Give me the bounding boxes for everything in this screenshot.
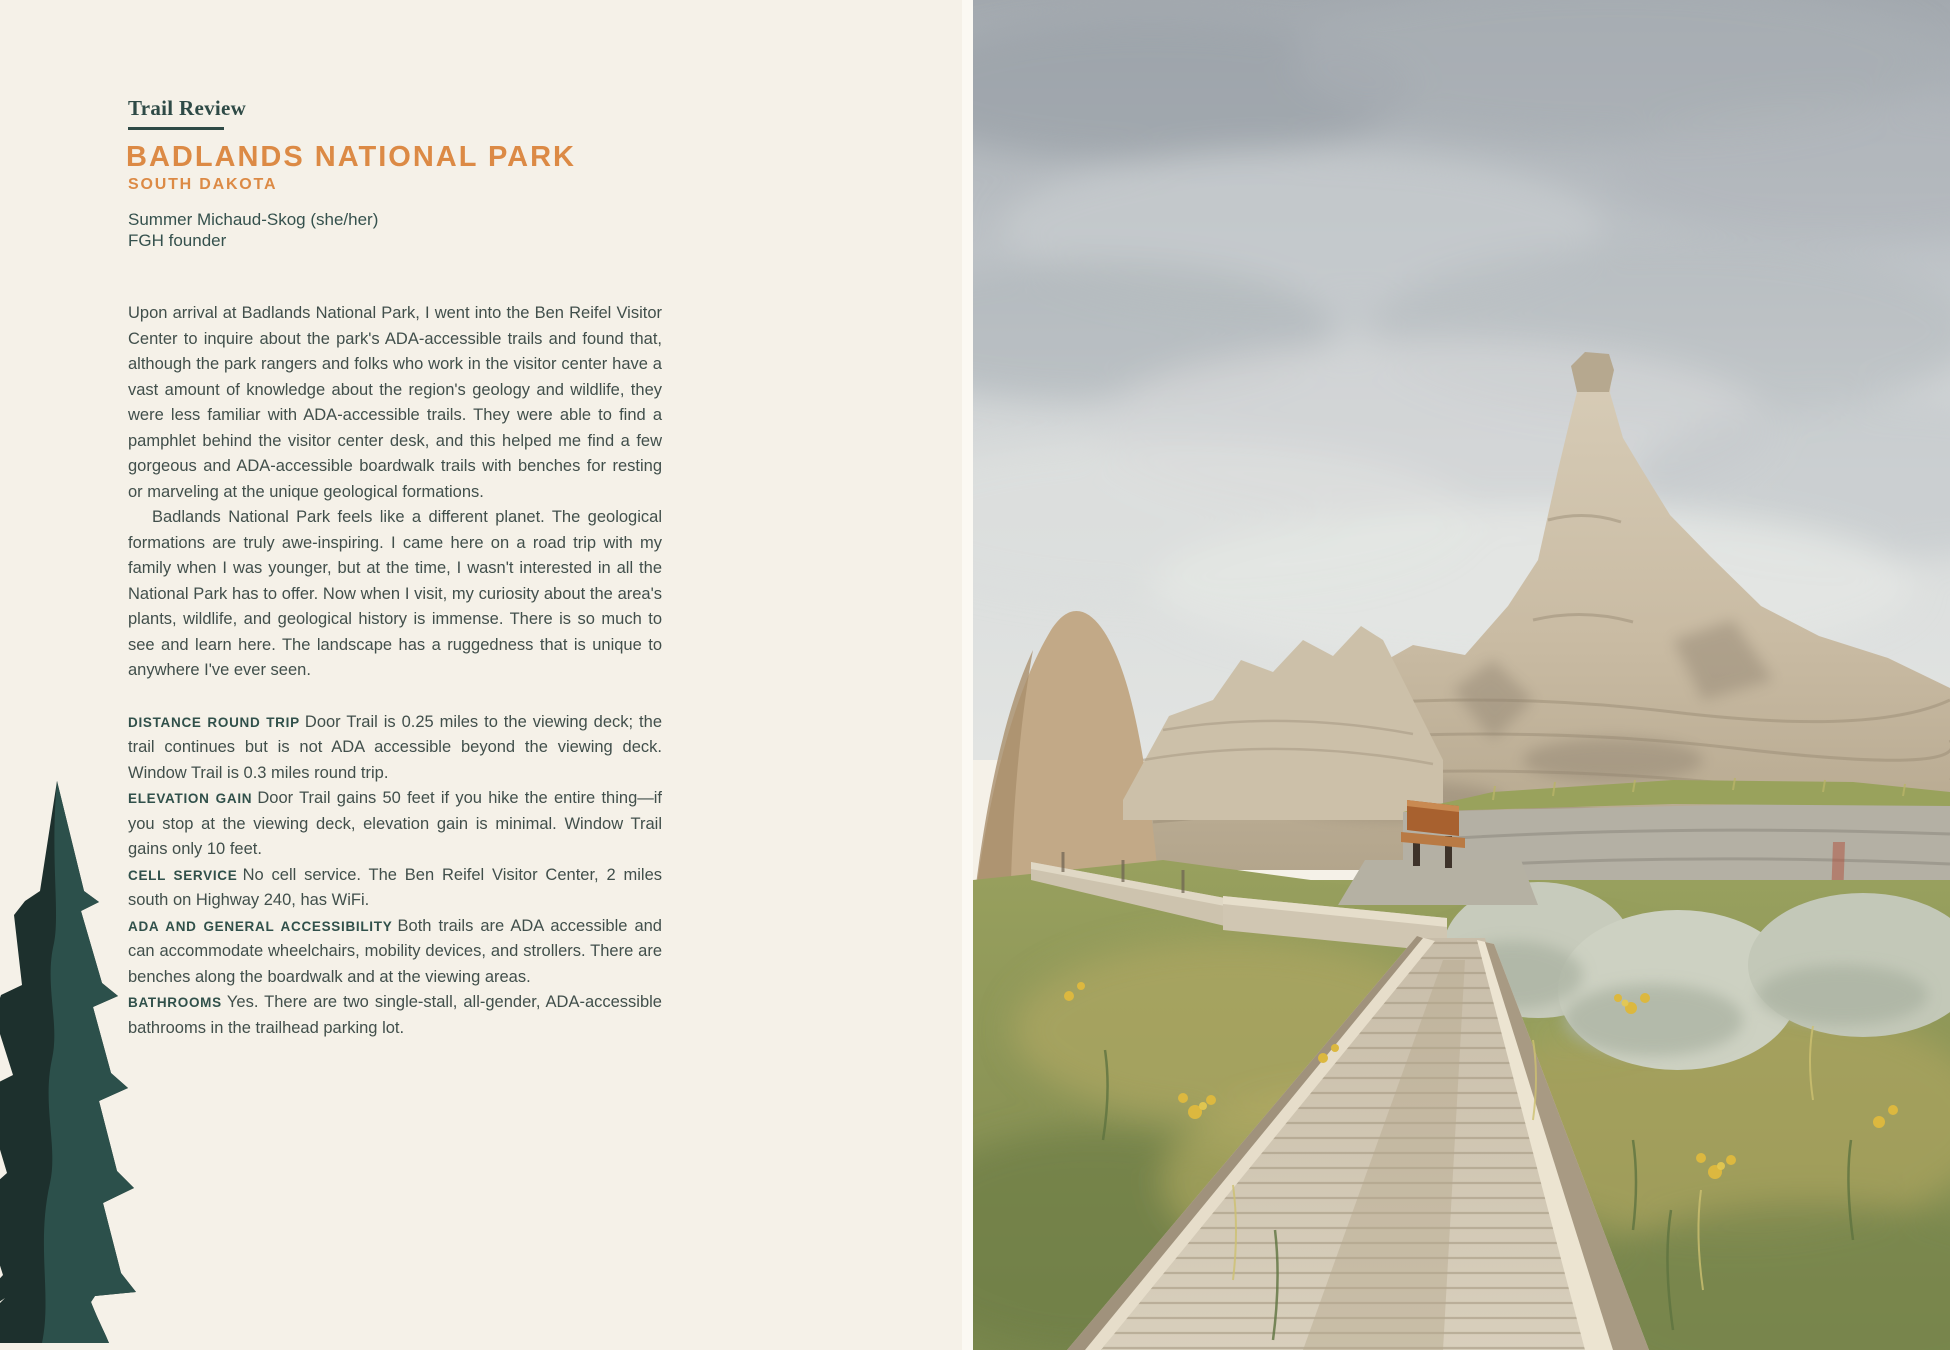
photo-page bbox=[973, 0, 1950, 1350]
info-item-bathrooms bbox=[128, 990, 662, 1041]
text-page bbox=[0, 0, 962, 1350]
info-text: Yes. There are two single-stall, all-gender, ADA-accessible bathrooms in the trailhead parking lot. bbox=[128, 993, 662, 1037]
pine-tree-illustration bbox=[0, 775, 140, 1347]
byline-name: Summer Michaud-Skog (she/her) bbox=[128, 210, 379, 229]
paragraph: Upon arrival at Badlands National Park, I went into the Ben Reifel Visitor Center to inquire about the park's ADA-accessible trails and found that, although the park rangers and folks who work in the visitor center have a vast amount of knowledge about the region's geology and wildlife, they were less familiar with ADA-accessible trails. They were able to find a pamphlet behind the visitor center desk, and this helped me find a few gorgeous and ADA-accessible boardwalk trails with benches for resting or marveling at the unique geological formations. bbox=[128, 304, 662, 501]
info-text: Door Trail is 0.25 miles to the viewing deck; the trail continues but is not ADA accessible beyond the viewing deck. Window Trail is 0.3 miles round trip. bbox=[128, 712, 662, 782]
info-text: No cell service. The Ben Reifel Visitor Center, 2 miles south on Highway 240, has WiFi. bbox=[128, 865, 662, 909]
info-item-distance bbox=[128, 710, 662, 787]
page-title: BADLANDS NATIONAL PARK bbox=[126, 141, 576, 173]
badlands-boardwalk-photo bbox=[973, 0, 1950, 1350]
byline bbox=[128, 209, 378, 251]
kicker-underline bbox=[128, 127, 224, 130]
page-subtitle: SOUTH DAKOTA bbox=[128, 176, 278, 193]
info-label: DISTANCE ROUND TRIP bbox=[128, 714, 300, 730]
info-text: Both trails are ADA accessible and can accommodate wheelchairs, mobility devices, and strollers. There are benches along the boardwalk and at the viewing areas. bbox=[128, 916, 662, 986]
info-item-accessibility bbox=[128, 914, 662, 991]
byline-role: FGH founder bbox=[128, 231, 227, 250]
trail-info-list bbox=[128, 710, 662, 1042]
info-text: Door Trail gains 50 feet if you hike the entire thing—if you stop at the viewing deck, elevation gain is minimal. Window Trail gains only 10 feet. bbox=[128, 789, 662, 858]
page-gutter-edge bbox=[962, 0, 973, 1350]
paragraph: Badlands National Park feels like a different planet. The geological formations are truly awe-inspiring. I came here on a road trip with my family when I was younger, but at the time, I wasn't interested in all the National Park has to offer. Now when I visit, my curiosity about the area's plants, wildlife, and geological history is immense. There is so much to see and learn here. The landscape has a ruggedness that is unique to anywhere I've ever seen. bbox=[128, 508, 662, 679]
info-item-elevation bbox=[128, 786, 662, 863]
info-label: ADA AND GENERAL ACCESSIBILITY bbox=[128, 918, 393, 934]
info-item-cell-service bbox=[128, 863, 662, 914]
info-label: CELL SERVICE bbox=[128, 867, 238, 883]
article-body bbox=[128, 301, 662, 1041]
info-label: BATHROOMS bbox=[128, 995, 222, 1010]
kicker: Trail Review bbox=[128, 96, 247, 120]
info-label: ELEVATION GAIN bbox=[128, 791, 253, 806]
